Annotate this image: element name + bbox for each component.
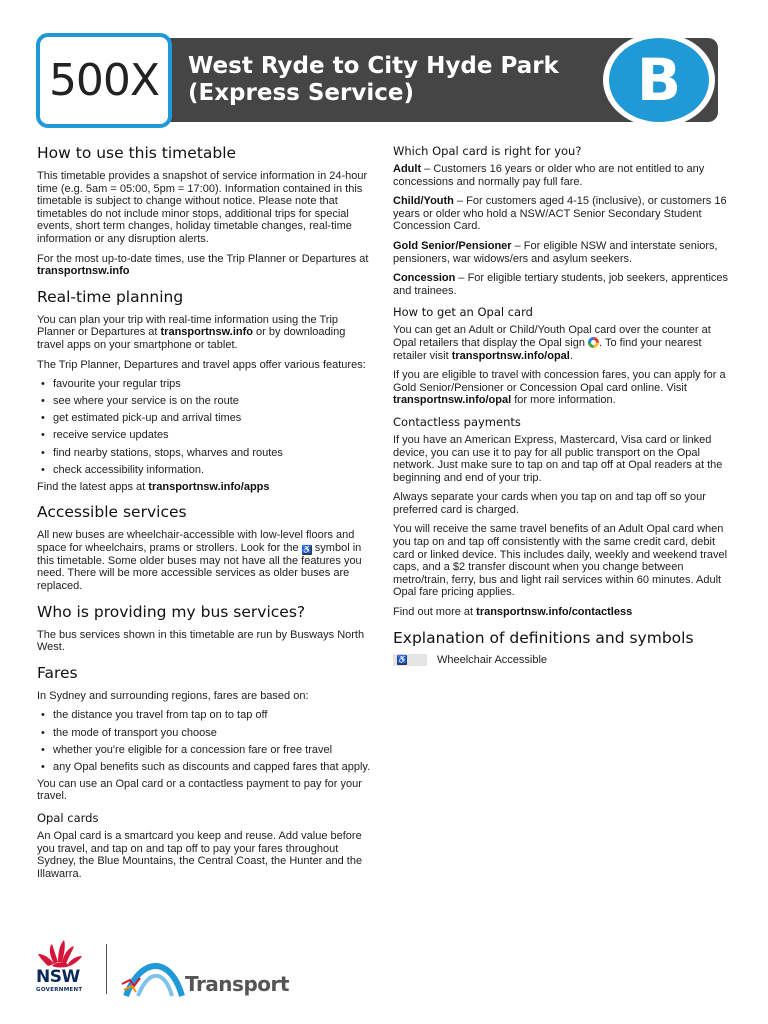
contactless-link[interactable]: transportnsw.info/contactless: [476, 606, 633, 619]
list-item: • get estimated pick-up and arrival times: [37, 412, 372, 425]
list-item: • any Opal benefits such as discounts and capped fares that apply.: [37, 761, 372, 774]
opal-sign-icon: [588, 337, 599, 348]
logo-divider: [106, 944, 107, 994]
bus-mode-icon: [609, 38, 709, 122]
apps-link[interactable]: transportnsw.info/apps: [148, 480, 270, 493]
list-item: • receive service updates: [37, 429, 372, 442]
get-opal-text: You can get an Adult or Child/Youth Opal card over the counter at Opal retailers that display the Opal sign . To find your nearest retailer visit transportnsw.info/opal.: [393, 324, 711, 362]
opal-type-child: Child/Youth – For customers aged 4-15 (inclusive), or customers 16 years or older who hold a NSW/ACT Senior Secondary Student Concession Card.: [393, 195, 727, 233]
provider-text: The bus services shown in this timetable are run by Busways North West.: [37, 628, 365, 654]
accessible-heading: Accessible services: [37, 503, 187, 522]
opal-type-adult: Adult – Customers 16 years or older who are not entitled to any concessions and normally pay full fare.: [393, 163, 705, 188]
up-to-date-text: For the most up-to-date times, use the Trip Planner or Departures at transportnsw.info: [37, 252, 369, 278]
contactless-heading: Contactless payments: [393, 414, 521, 429]
bus-mode-badge: [603, 33, 715, 127]
list-item: • the mode of transport you choose: [37, 727, 372, 740]
opal-type-senior: Gold Senior/Pensioner – For eligible NSW and interstate seniors, pensioners, war widows/ers and asylum seekers.: [393, 239, 718, 265]
list-item: • see where your service is on the route: [37, 395, 372, 408]
legend-label: Wheelchair Accessible: [437, 653, 548, 666]
get-opal-heading: How to get an Opal card: [393, 305, 533, 320]
legend-row-wheelchair: [393, 654, 736, 667]
opal-type-concession: Concession – For eligible tertiary students, job seekers, apprentices and trainees.: [393, 272, 729, 297]
route-title-line1: West Ryde to City Hyde Park: [188, 53, 559, 79]
fares-heading: Fares: [37, 663, 78, 682]
route-number-box: [36, 33, 172, 128]
fares-payment-text: You can use an Opal card or a contactless payment to pay for your travel.: [37, 777, 362, 803]
wheelchair-icon: ♿: [301, 544, 312, 554]
fares-list: [37, 709, 372, 773]
fares-intro: In Sydney and surrounding regions, fares are based on:: [37, 689, 309, 702]
list-item: • the distance you travel from tap on to tap off: [37, 709, 372, 722]
opal-cards-heading: Opal cards: [37, 811, 99, 825]
features-intro: The Trip Planner, Departures and travel apps offer various features:: [37, 358, 366, 371]
accessible-text: All new buses are wheelchair-accessible with low-level floors and space for wheelchairs, prams or strollers. Look for the ♿ symbol in this timetable. Some older buses may not have all the features you need. There will be more accessible services as older buses are replaced.: [37, 529, 362, 593]
list-item: • whether you're eligible for a concession fare or free travel: [37, 744, 372, 757]
provider-heading: Who is providing my bus services?: [37, 602, 306, 621]
transportnsw-link[interactable]: transportnsw.info: [37, 265, 130, 278]
contactless-text-1: If you have an American Express, Mastercard, Visa card or linked device, you can use it to pay for all public transport on the Opal network. Just make sure to tap on and tap off at Opal readers at the beginning and end of your trip.: [393, 433, 723, 484]
contactless-text-2: Always separate your cards when you tap on and tap off so your preferred card is charged.: [393, 491, 706, 516]
contactless-text-3: You will receive the same travel benefits of an Adult Opal card when you tap on and tap off consistently with the same credit card, debit card or linked device. This includes daily, weekly and weekend travel caps, and a $2 transfer discount when you change between metro/train, ferry, bus and light rail services within 60 minutes. Adult Opal fare pricing applies.: [393, 523, 728, 599]
left-column: [37, 140, 372, 887]
list-item: • find nearby stations, stops, wharves and routes: [37, 447, 372, 460]
contactless-more-text: Find out more at transportnsw.info/contactless: [393, 606, 633, 619]
route-title: [188, 53, 588, 107]
which-opal-heading: Which Opal card is right for you?: [393, 144, 582, 158]
realtime-text: You can plan your trip with real-time information using the Trip Planner or Departures at transportnsw.info or by downloading travel apps on your smartphone or tablet.: [37, 313, 346, 351]
transportnsw-link[interactable]: transportnsw.info: [160, 326, 253, 339]
transport-wordmark: Transport: [185, 972, 289, 996]
right-column: [393, 144, 736, 666]
concession-apply-text: If you are eligible to travel with concession fares, you can apply for a Gold Senior/Pensioner or Concession Opal card online. Visit transportnsw.info/opal for more information.: [393, 369, 726, 407]
legend-swatch: [393, 654, 427, 666]
wheelchair-icon: ♿: [397, 654, 407, 664]
route-number: 500X: [48, 55, 160, 106]
opal-link[interactable]: transportnsw.info/opal: [393, 394, 512, 407]
how-to-use-heading: How to use this timetable: [37, 144, 237, 162]
features-list: [37, 378, 372, 476]
list-item: • favourite your regular trips: [37, 378, 372, 391]
nsw-wordmark: NSW: [36, 967, 80, 987]
bus-mode-letter: B: [636, 46, 682, 114]
opal-cards-text: An Opal card is a smartcard you keep and reuse. Add value before you travel, and tap on and tap off to pay your fares throughout Sydney, the Blue Mountains, the Central Coast, the Hunter and the Illawarra.: [37, 830, 363, 880]
definitions-heading: Explanation of definitions and symbols: [393, 628, 694, 647]
nsw-government-label: GOVERNMENT: [36, 987, 83, 993]
list-item: • check accessibility information.: [37, 464, 372, 477]
opal-link[interactable]: transportnsw.info/opal: [451, 349, 570, 362]
route-title-line2: (Express Service): [188, 80, 414, 106]
realtime-heading: Real-time planning: [37, 287, 184, 306]
how-to-use-text: This timetable provides a snapshot of service information in 24-hour time (e.g. 5am = 05:00, 5pm = 17:00). Information contained in this timetable is subject to change without notice. Please note that timetables do not include minor stops, additional trips for special events, short term changes, holiday timetable changes, real-time information or any disruption alerts.: [37, 170, 368, 245]
apps-text: Find the latest apps at transportnsw.info/apps: [37, 480, 270, 493]
